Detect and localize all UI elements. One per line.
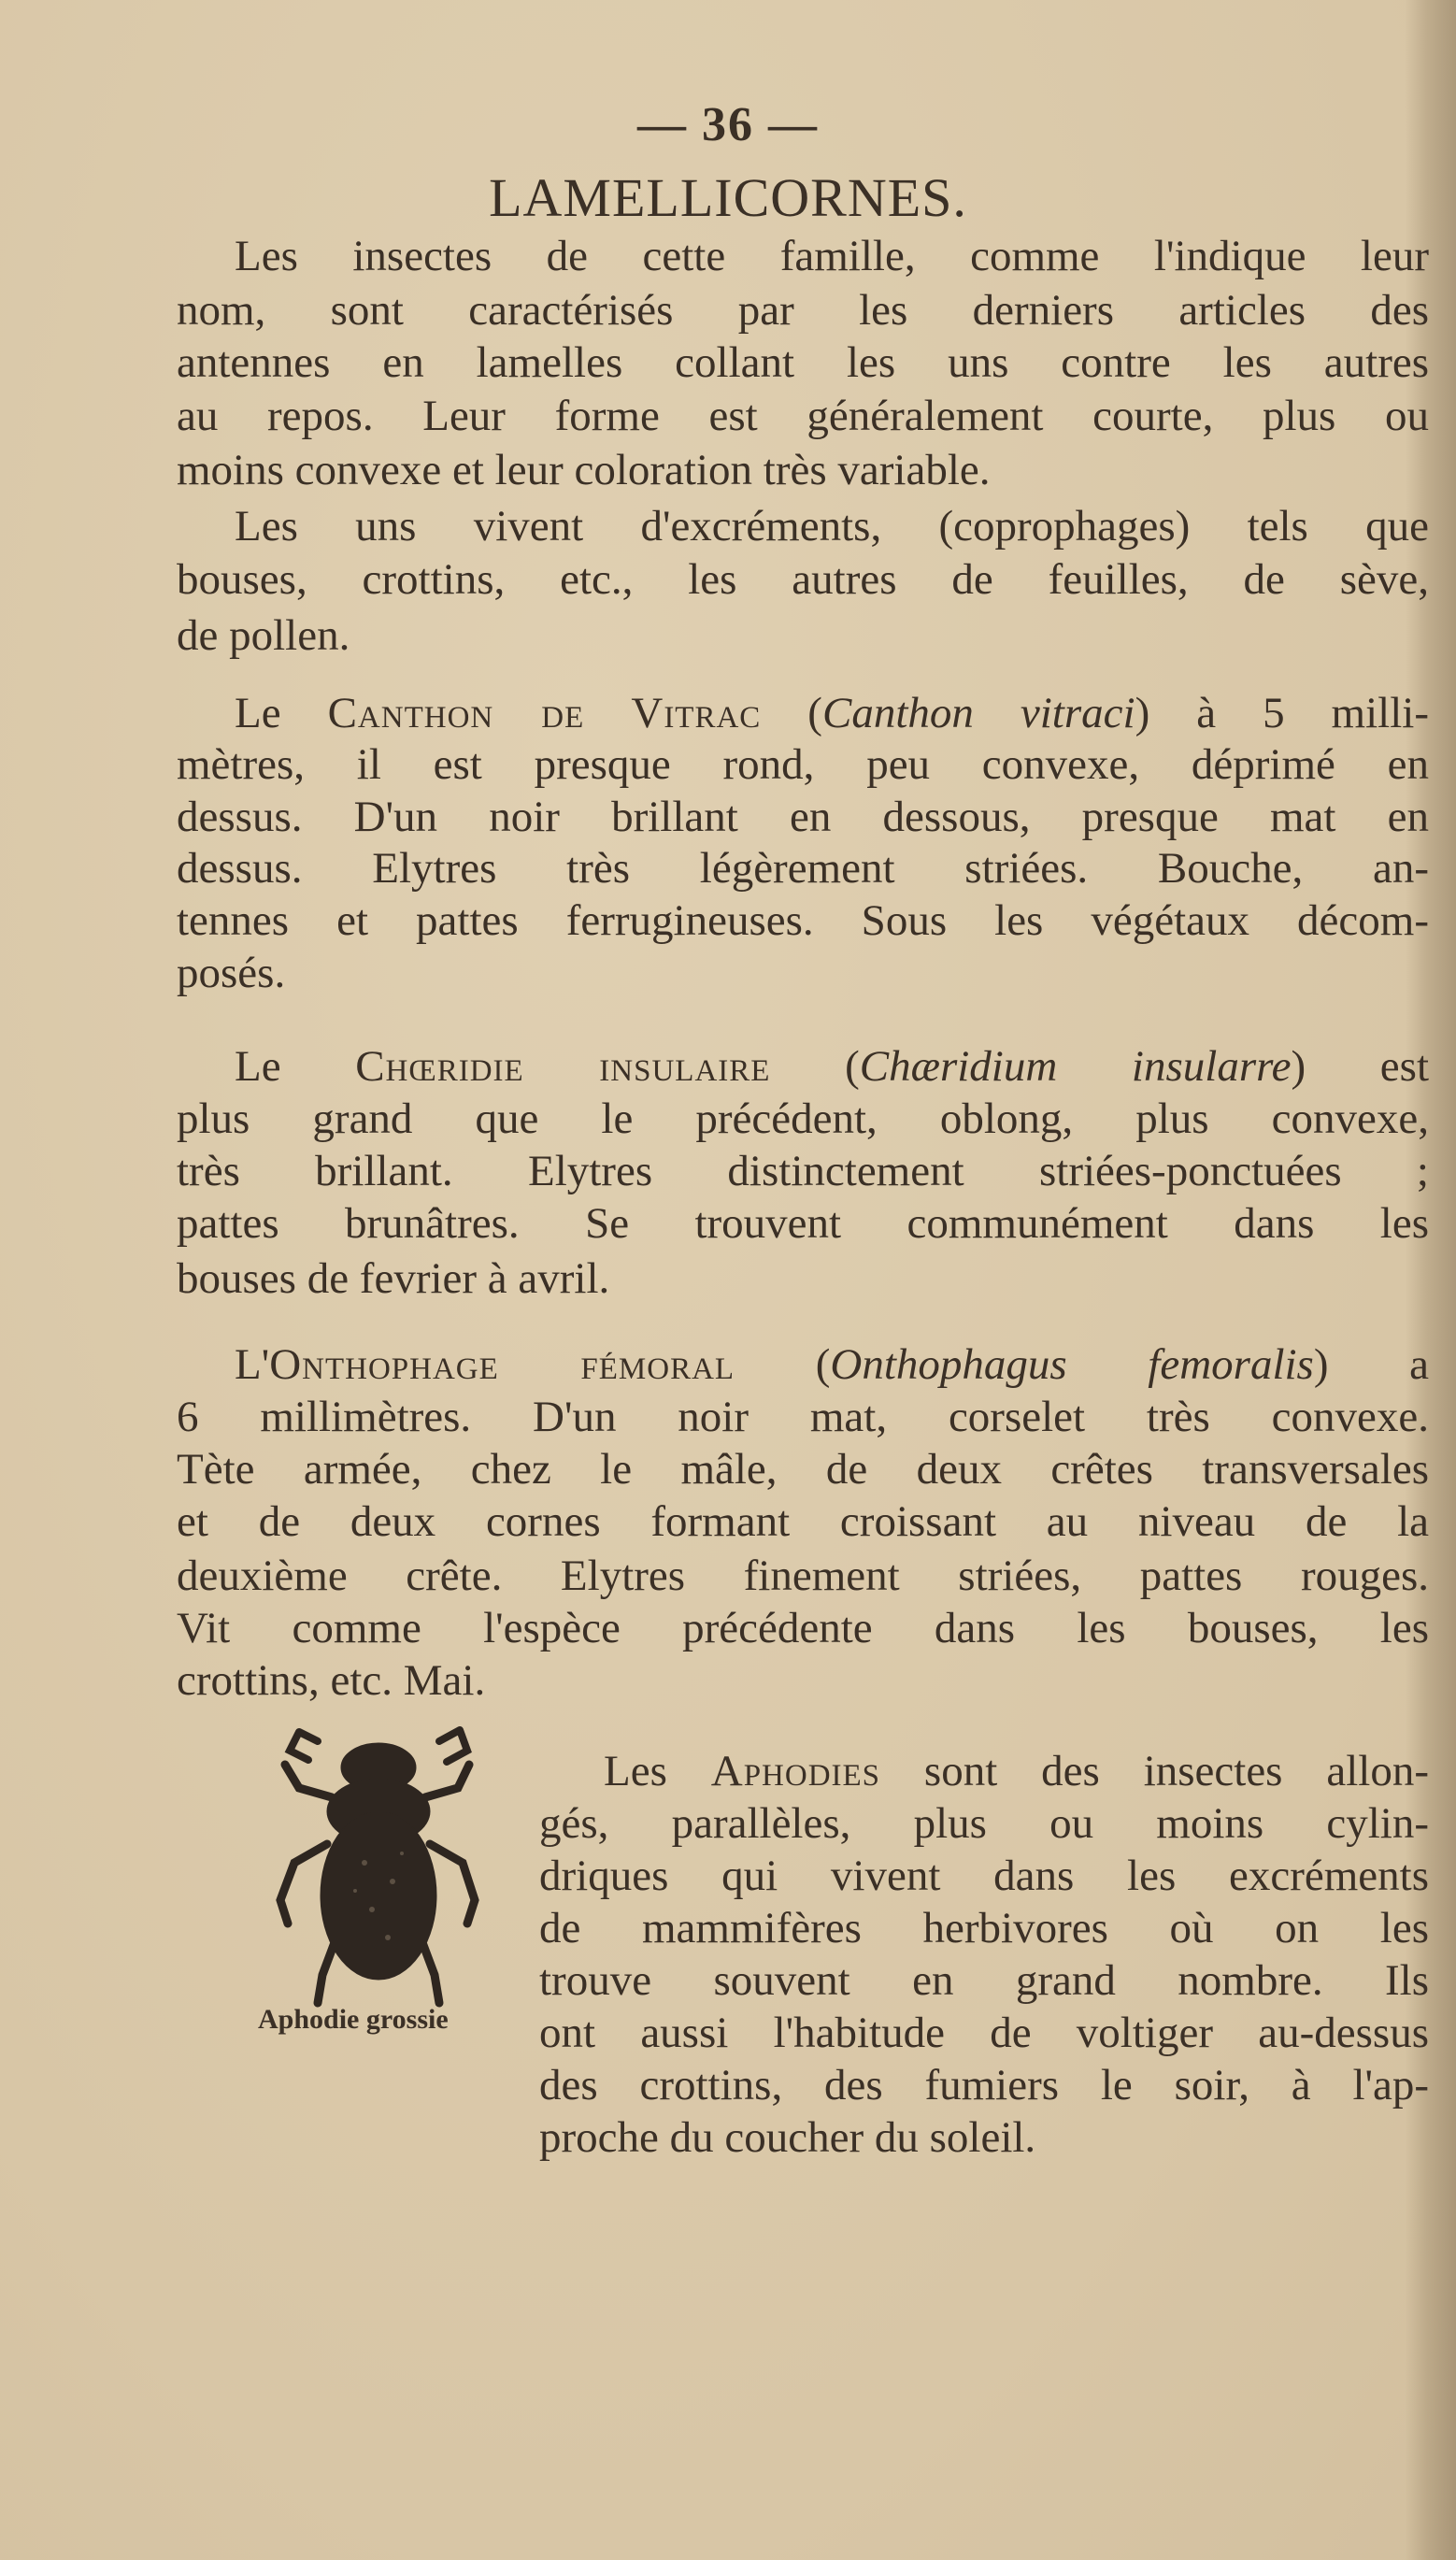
text-line [235, 500, 1429, 552]
text-run: Les [604, 1747, 711, 1795]
text-run: des crottins, des fumiers le soir, à l'ap- [539, 2061, 1429, 2109]
text-run: de pollen. [177, 611, 350, 660]
text-run: sont des insectes allon- [880, 1747, 1429, 1795]
text-line [177, 1654, 1429, 1707]
text-line [177, 1495, 1429, 1548]
text-run: nom, sont caractérisés par les derniers articles des [177, 286, 1429, 335]
text-line [177, 738, 1429, 791]
text-run: Les insectes de cette famille, comme l'indique leur [235, 232, 1429, 280]
text-line [177, 791, 1429, 843]
text-line [539, 2059, 1429, 2111]
text-run: dessus. Elytres très légèrement striées. Bouche, an- [177, 844, 1429, 893]
text-line [177, 336, 1429, 389]
text-run: au repos. Leur forme est généralement courte, plus ou [177, 392, 1429, 440]
text-line [177, 1197, 1429, 1250]
text-line [235, 1040, 1429, 1093]
text-run: ont aussi l'habitude de voltiger au-dessus [539, 2009, 1429, 2057]
text-run: Tète armée, chez le mâle, de deux crêtes transversales [177, 1445, 1429, 1494]
aphodius-beetle-illustration [262, 1723, 495, 2012]
text-run: ) est [1291, 1042, 1430, 1091]
text-line [177, 1093, 1429, 1145]
text-line [177, 1145, 1429, 1197]
text-run: Le [235, 689, 328, 737]
text-run: antennes en lamelles collant les uns contre les autres [177, 338, 1429, 387]
text-run: gés, parallèles, plus ou moins cylin- [539, 1799, 1429, 1848]
text-line [177, 1443, 1429, 1495]
latin-name: Onthophagus femoralis [830, 1340, 1314, 1389]
text-line [235, 687, 1429, 739]
text-line [177, 1252, 1429, 1305]
text-run: posés. [177, 949, 286, 997]
section-title: LAMELLICORNES. [489, 167, 967, 228]
text-run: pattes brunâtres. Se trouvent communément dans les [177, 1199, 1429, 1248]
text-run: bouses, crottins, etc., les autres de feuilles, de sève, [177, 555, 1429, 604]
text-line [177, 1391, 1429, 1443]
text-run: Les uns vivent d'excréments, (coprophages) tels que [235, 502, 1429, 551]
text-run: Vit comme l'espèce précédente dans les bouses, les [177, 1604, 1429, 1652]
text-run: ) a [1313, 1340, 1429, 1389]
text-run: ( [735, 1340, 831, 1389]
text-run: de mammifères herbivores où on les [539, 1904, 1429, 1952]
text-line [539, 1902, 1429, 1954]
text-run: mètres, il est presque rond, peu convexe, déprimé en [177, 740, 1429, 789]
figure-caption: Aphodie grossie [258, 2004, 449, 2035]
text-run: plus grand que le précédent, oblong, plus convexe, [177, 1094, 1429, 1143]
text-run: crottins, etc. Mai. [177, 1656, 486, 1705]
text-line [177, 842, 1429, 894]
text-line [604, 1745, 1429, 1797]
text-line [539, 1797, 1429, 1850]
text-line [177, 1602, 1429, 1654]
latin-name: Canthon vitraci [821, 689, 1135, 737]
text-line [177, 553, 1429, 606]
page-number: — 36 — [637, 98, 819, 151]
text-run: bouses de fevrier à avril. [177, 1254, 610, 1303]
text-run: ) à 5 milli- [1135, 689, 1429, 737]
text-line [177, 609, 1429, 662]
text-line [177, 947, 1429, 999]
text-line [539, 1850, 1429, 1902]
text-line [177, 894, 1429, 947]
latin-name: Chæridium insularre [859, 1042, 1292, 1091]
text-run: ( [761, 689, 822, 737]
text-line [235, 1338, 1429, 1391]
text-line [539, 2007, 1429, 2059]
text-run: trouve souvent en grand nombre. Ils [539, 1956, 1429, 2005]
text-run: dessus. D'un noir brillant en dessous, presque mat en [177, 793, 1429, 841]
text-line [177, 444, 1429, 496]
text-run: tennes et pattes ferrugineuses. Sous les végétaux décom- [177, 896, 1429, 945]
text-line [539, 1954, 1429, 2007]
text-run: driques qui vivent dans les excréments [539, 1852, 1429, 1900]
text-line [539, 2111, 1429, 2164]
text-run: et de deux cornes formant croissant au niveau de la [177, 1497, 1429, 1546]
species-name: Chœridie insulaire [355, 1042, 771, 1091]
species-name: Onthophage fémoral [269, 1340, 735, 1389]
text-line [177, 1550, 1429, 1602]
text-run: très brillant. Elytres distinctement striées-ponctuées ; [177, 1147, 1429, 1195]
text-run: 6 millimètres. D'un noir mat, corselet très convexe. [177, 1393, 1429, 1441]
text-run: L' [235, 1340, 270, 1389]
text-run: Le [235, 1042, 356, 1091]
text-run: moins convexe et leur coloration très variable. [177, 446, 991, 494]
text-run: proche du coucher du soleil. [539, 2113, 1036, 2162]
species-name: Canthon de Vitrac [327, 689, 762, 737]
text-line [177, 284, 1429, 336]
text-run: deuxième crête. Elytres finement striées, pattes rouges. [177, 1552, 1429, 1600]
species-name: Aphodies [710, 1747, 881, 1795]
text-line [177, 390, 1429, 442]
text-run: ( [770, 1042, 860, 1091]
text-line [235, 230, 1429, 282]
